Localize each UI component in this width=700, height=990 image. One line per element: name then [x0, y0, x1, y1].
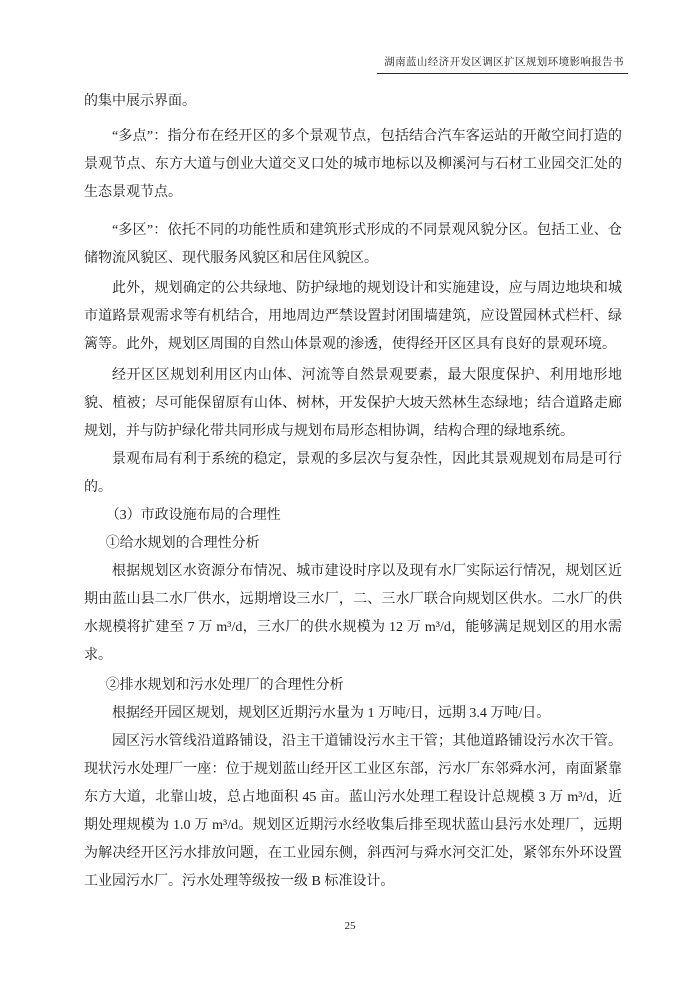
continuation-paragraph: 的集中展示界面。 [84, 94, 196, 109]
heading-water-supply-analysis: ①给水规划的合理性分析 [105, 536, 260, 551]
page-number: 25 [344, 920, 356, 932]
document-body [84, 88, 622, 896]
paragraph-sewage-volume: 根据经开园区规划，规划区近期污水量为 1 万吨/日，远期 3.4 万吨/日。 [112, 706, 551, 721]
paragraph-landscape-conclusion: 景观布局有利于系统的稳定，景观的多层次与复杂性，因此其景观规划布局是可行的。 [84, 452, 622, 495]
paragraph-multi-zones: “多区”：依托不同的功能性质和建筑形式形成的不同景观风貌分区。包括工业、仓储物流风貌区、现代服务风貌区和居住风貌区。 [84, 223, 622, 266]
page-footer [0, 920, 700, 932]
paragraph-sewage-pipeline: 园区污水管线沿道路铺设，沿主干道铺设污水主干管；其他道路铺设污水次干管。现状污水处理厂一座：位于规划蓝山经开区工业区东部，污水厂东邻舜水河，南面紧靠东方大道，北靠山坡，总占地面积 45 亩。蓝山污水处理工程设计总规模 3 万 m³/d，近期处理规模为 1.0 万 m³/d。规划区近期污水经收集后排至现状蓝山县污水处理厂，远期为解决经开区污水排放问题，在工业园东侧，斜西河与舜水河交汇处，紧邻东外环设置工业园污水厂。污水处理等级按一级 B 标准设计。 [84, 734, 622, 889]
paragraph-landscape-elements: 经开区区规划利用区内山体、河流等自然景观要素，最大限度保护、利用地形地貌、植被；尽可能保留原有山体、树林，开发保护大坡天然林生态绿地；结合道路走廊规划，并与防护绿化带共同形成与规划布局形态相协调，结构合理的绿地系统。 [84, 368, 622, 439]
heading-municipal-facilities: （3）市政设施布局的合理性 [105, 508, 281, 523]
paragraph-water-supply: 根据规划区水资源分布情况、城市建设时序以及现有水厂实际运行情况，规划区近期由蓝山县二水厂供水，远期增设三水厂，二、三水厂联合向规划区供水。二水厂的供水规模将扩建至 7 万 m³/d，三水厂的供水规模为 12 万 m³/d，能够满足规划区的用水需求。 [84, 564, 622, 663]
paragraph-multi-points: “多点”：指分布在经开区的多个景观节点，包括结合汽车客运站的开敞空间打造的景观节点、东方大道与创业大道交叉口处的城市地标以及柳溪河与石材工业园交汇处的生态景观节点。 [84, 129, 622, 200]
report-header-title: 湖南蓝山经济开发区调区扩区规划环境影响报告书 [377, 54, 628, 74]
paragraph-green-space: 此外，规划确定的公共绿地、防护绿地的规划设计和实施建设，应与周边地块和城市道路景观需求等有机结合，用地周边严禁设置封闭围墙建筑，应设置园林式栏杆、绿篱等。此外，规划区周围的自然山体景观的渗透，使得经开区区具有良好的景观环境。 [84, 281, 622, 352]
report-header [84, 54, 628, 74]
heading-drainage-analysis: ②排水规划和污水处理厂的合理性分析 [105, 678, 344, 693]
